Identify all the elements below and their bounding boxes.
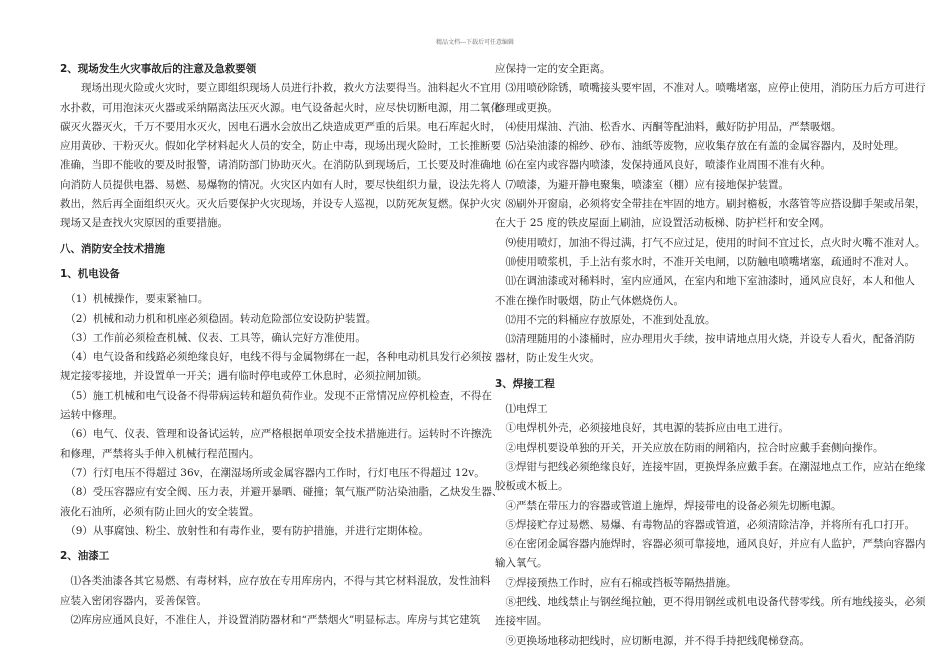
paragraph-line: 液化石油所，必须有防止回火的安全装置。: [60, 505, 260, 518]
paragraph-line: 修理或更换。: [495, 101, 558, 114]
paragraph-line: ②电焊机要设单独的开关，开关应放在防雨的闸箱内，拉合时应戴手套侧向操作。: [495, 441, 884, 454]
paragraph-line: （7）行灯电压不得超过 36v，在潮湿场所或金属容器内工作时，行灯电压不得超过 12v。: [60, 466, 485, 479]
paragraph-line: ⑴各类油漆各其它易燃、有毒材料，应存放在专用库房内，不得与其它材料混放，发性油料: [60, 575, 491, 588]
paragraph-line: 在大于 25 度的铁皮屋面上刷油，应设置活动板梯、防护栏杆和安全网。: [495, 217, 831, 230]
section-heading: 2、现场发生火灾事故后的注意及急救要领: [60, 63, 257, 75]
paragraph-line: 碳灭火器灭火，千万不要用水灭火，因电石遇水会放出乙炔造成更严重的后果。电石库起火时，: [60, 120, 501, 133]
paragraph-line: ⑵库房应通风良好，不准住人，并设置消防器材和“严禁烟火”明显标志。库房与其它建筑: [60, 614, 481, 627]
paragraph-line: ⑸沾染油漆的棉纱、砂布、油纸等废物，应收集存放在有盖的金属容器内，及时处理。: [495, 140, 905, 153]
paragraph-line: 胶板或木板上。: [495, 480, 569, 493]
paragraph-line: ⑶用喷砂除锈，喷嘴接头要牢固，不准对人。喷嘴堵塞，应停止使用，消防压力后方可进行: [495, 82, 926, 95]
paragraph-line: 水扑救，可用泡沫灭火器或采纳隔离法压灭火源。电气设备起火时，应尽快切断电源，用二氧化: [60, 101, 501, 114]
section-heading: 2、油漆工: [60, 550, 110, 563]
paragraph-line: ①电焊机外壳，必须接地良好，其电源的装拆应由电工进行。: [495, 422, 789, 435]
paragraph-line: ⑴电焊工: [495, 403, 548, 416]
paragraph-line: 器材，防止发生火灾。: [495, 352, 600, 365]
paragraph-line: ⑦焊接预热工作时，应有石棉或挡板等隔热措施。: [495, 576, 737, 589]
section-heading: 3、焊接工程: [495, 377, 555, 390]
paragraph-line: ④严禁在带压力的容器或管道上施焊，焊接带电的设备必须先切断电源。: [495, 499, 842, 512]
paragraph-line: （3）工作前必须检查机械、仪表、工具等，确认完好方准使用。: [60, 331, 366, 344]
paragraph-line: ⑻刷外开窗扇，必须将安全带挂在牢固的地方。刷封檐板，水落管等应搭设脚手架或吊架，: [495, 198, 926, 211]
paragraph-line: 应用黄砂、干粉灭火。假如化学材料起火人员的安全，防止中毒，现场出现火险时，工长推断要: [60, 140, 501, 153]
paragraph-line: 和修理，严禁将头手伸入机械行程范围内。: [60, 447, 260, 460]
paragraph-line: （4）电气设备和线路必须绝缘良好，电线不得与金属物绑在一起，各种电动机具发行必须按: [60, 351, 492, 364]
page-header: 精品文档---下载后可任意编辑: [435, 39, 515, 46]
paragraph-line: （1）机械操作，要束紧袖口。: [60, 293, 209, 306]
paragraph-line: （9）从事腐蚀、粉尘、放射性和有毒作业，要有防护措施，并进行定期体检。: [60, 524, 429, 537]
paragraph-line: ⑾在调油漆或对稀料时，室内应通风，在室内和地下室油漆时，通风应良好，本人和他人: [495, 275, 915, 288]
paragraph-line: ⑼使用喷灯，加油不得过满，打气不应过足，使用的时间不宜过长，点火时火嘴不准对人。: [495, 236, 926, 249]
paragraph-line: ⑺喷漆，为避开静电聚集，喷漆室（棚）应有接地保护装置。: [495, 178, 789, 191]
paragraph-line: ⑥在密闭金属容器内施焊时，容器必须可靠接地，通风良好，并应有人监护，严禁向容器内: [495, 538, 926, 551]
paragraph-line: （8）受压容器应有安全阀、压力表，并避开暴晒、碰撞；氧气瓶严防沾染油脂，乙炔发生器、: [60, 486, 503, 499]
section-heading: 1、机电设备: [60, 267, 120, 280]
paragraph-line: 输入氧气。: [495, 557, 548, 570]
paragraph-line: 准确，当即不能收的要及时报警，请消防部门协助灭火。在消防队到现场后，工长要及时准确地: [60, 159, 501, 172]
paragraph-line: 应保持一定的安全距离。: [495, 63, 611, 75]
paragraph-line: ⑹在室内或容器内喷漆，发保持通风良好，喷漆作业周围不准有火种。: [495, 159, 831, 172]
paragraph-line: 规定接零接地，并设置单一开关；遇有临时停电或停工休息时，必须拉闸加锁。: [60, 370, 428, 383]
paragraph-line: ⑨更换场地移动把线时，应切断电源，并不得手持把线爬梯登高。: [495, 634, 810, 647]
paragraph-line: （2）机械和动力机和机座必须稳固。转动危险部位安设防护装置。: [60, 312, 377, 325]
paragraph-line: 现场又是查找火灾原因的重要措施。: [60, 217, 228, 230]
section-heading: 八、消防安全技术措施: [60, 242, 165, 255]
paragraph-line: （5）施工机械和电气设备不得带病运转和超负荷作业。发现不正常情况应停机检查，不得在: [60, 389, 492, 402]
paragraph-line: ⑽使用喷浆机，手上沾有浆水时，不准开关电闸，以防触电喷嘴堵塞，疏通时不准对人。: [495, 255, 915, 268]
paragraph-line: 不准在操作时吸烟，防止气体燃烧伤人。: [495, 294, 684, 307]
left-column: [60, 60, 503, 630]
paragraph-line: ⑤焊接贮存过易燃、易爆、有毒物品的容器或管道，必须清除洁净，并将所有孔口打开。: [495, 518, 915, 531]
paragraph-line: 连接牢固。: [495, 615, 548, 628]
paragraph-line: ③焊钳与把线必须绝缘良好，连接牢固，更换焊条应戴手套。在潮湿地点工作，应站在绝缘: [495, 460, 926, 473]
paragraph-line: 向消防人员提供电器、易燃、易爆物的情况。火灾区内如有人时，要尽快组织力量，设法先将人: [60, 178, 501, 191]
paragraph-line: （6）电气、仪表、管理和设备试运转，应严格根据单项安全技术措施进行。运转时不许擦洗: [60, 428, 492, 441]
paragraph-line: ⑷使用煤油、汽油、松香水、丙酮等配油料，戴好防护用品，严禁吸烟。: [495, 120, 842, 133]
paragraph-line: ⑧把线、地线禁止与钢丝绳拉触，更不得用钢丝或机电设备代替零线。所有地线接头，必须: [495, 596, 926, 609]
paragraph-line: 现场出现火险或火灾时，要立即组织现场人员进行扑救，救火方法要得当。油料起火不宜用: [60, 82, 501, 95]
paragraph-line: 应装入密闭容器内，妥善保管。: [60, 594, 207, 607]
paragraph-line: ⑿用不完的料桶应存放原处，不准到处乱放。: [495, 313, 716, 326]
paragraph-line: 运转中修理。: [60, 409, 123, 422]
paragraph-line: ⒀清理随用的小漆桶时，应办理用火手续，按申请地点用火烧，并设专人看火，配备消防: [495, 333, 915, 346]
paragraph-line: 救出，然后再全面组织灭火。灭火后要保护火灾现场，并设专人巡视，以防死灰复燃。保护火灾: [60, 198, 501, 211]
right-column: [495, 60, 926, 651]
